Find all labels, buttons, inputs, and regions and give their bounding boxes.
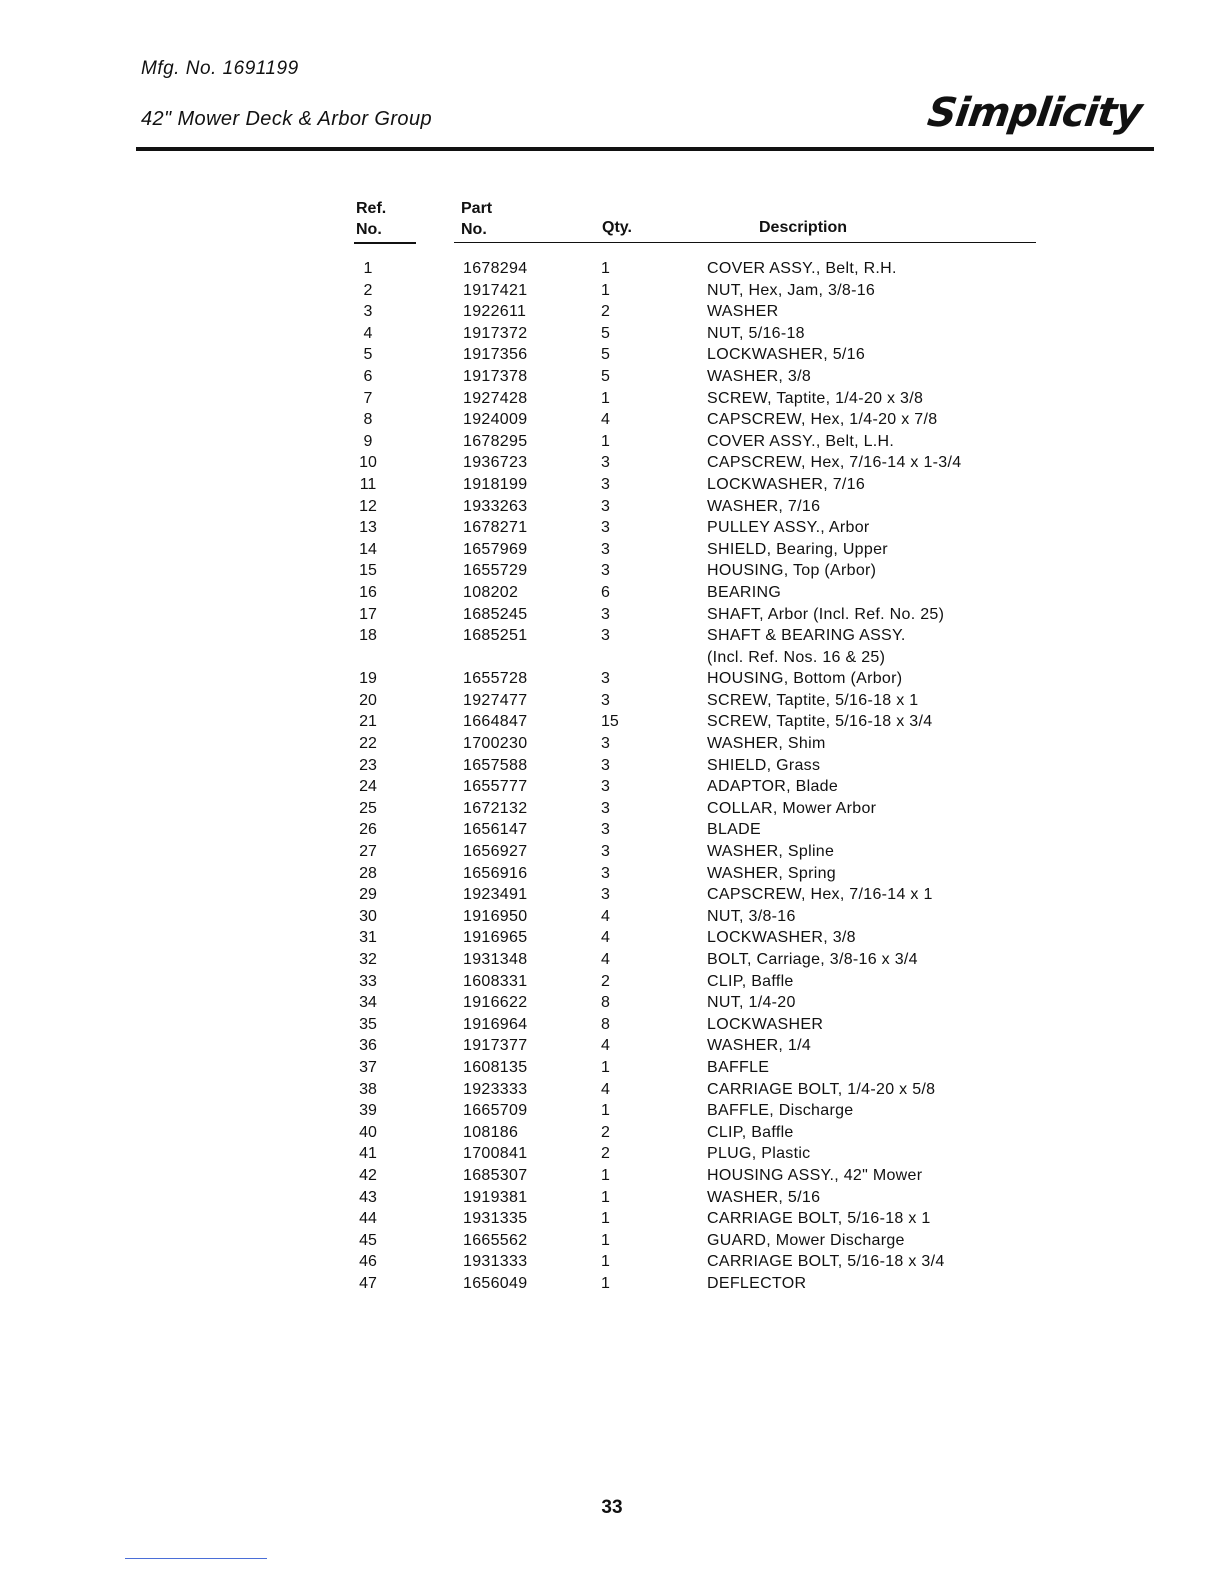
description-cell: CARRIAGE BOLT, 5/16-18 x 1 <box>707 1210 931 1228</box>
qty-cell: 8 <box>601 994 610 1012</box>
qty-cell: 6 <box>601 583 610 601</box>
qty-cell: 4 <box>601 1080 610 1098</box>
qty-cell: 1 <box>601 1210 610 1228</box>
ref-cell: 38 <box>359 1080 377 1098</box>
part-number-cell: 1917372 <box>463 324 528 342</box>
part-number-cell: 1916950 <box>463 907 528 925</box>
part-number-cell: 1917378 <box>463 367 528 385</box>
part-number-cell: 1685245 <box>463 605 528 623</box>
table-row <box>354 517 1036 539</box>
part-number-cell: 1678271 <box>463 519 528 537</box>
ref-cell: 39 <box>359 1102 377 1120</box>
qty-cell: 1 <box>601 1253 610 1271</box>
part-number-cell: 1657969 <box>463 540 528 558</box>
part-number-cell: 1685251 <box>463 627 528 645</box>
description-cell: LOCKWASHER, 3/8 <box>707 929 856 947</box>
description-cell: GUARD, Mower Discharge <box>707 1231 905 1249</box>
ref-cell: 21 <box>359 713 377 731</box>
table-row <box>354 971 1036 993</box>
table-row <box>354 927 1036 949</box>
ref-cell: 40 <box>359 1123 377 1141</box>
qty-cell: 3 <box>601 475 610 493</box>
header-description: Description <box>759 219 848 236</box>
description-cell: COLLAR, Mower Arbor <box>707 799 877 817</box>
table-row <box>354 690 1036 712</box>
part-number-cell: 1665709 <box>463 1102 528 1120</box>
header-qty: Qty. <box>602 219 632 236</box>
qty-cell: 3 <box>601 756 610 774</box>
description-cell: COVER ASSY., Belt, R.H. <box>707 260 897 277</box>
qty-cell: 3 <box>601 497 610 515</box>
qty-cell: 4 <box>601 951 610 968</box>
table-row <box>354 496 1036 518</box>
ref-cell: 30 <box>359 907 377 925</box>
table-row <box>354 755 1036 777</box>
mfg-number: Mfg. No. 1691199 <box>141 58 299 79</box>
description-cell: WASHER, 5/16 <box>707 1188 821 1206</box>
table-row <box>354 539 1036 561</box>
table-row <box>354 841 1036 863</box>
description-cell: PLUG, Plastic <box>707 1145 811 1163</box>
description-cell: ADAPTOR, Blade <box>707 778 839 796</box>
description-cell: SCREW, Taptite, 1/4-20 x 3/8 <box>707 389 924 407</box>
group-title: 42" Mower Deck & Arbor Group <box>141 108 432 130</box>
qty-cell: 3 <box>601 454 610 472</box>
qty-cell: 4 <box>601 929 610 947</box>
part-number-cell: 1655777 <box>463 778 528 796</box>
ref-cell: 14 <box>359 540 377 558</box>
table-row <box>354 1122 1036 1144</box>
part-number-cell: 1923491 <box>463 886 528 904</box>
ref-cell: 19 <box>359 670 377 688</box>
description-cell: CARRIAGE BOLT, 1/4-20 x 5/8 <box>707 1080 936 1098</box>
part-number-cell: 1665562 <box>463 1231 528 1249</box>
ref-cell: 20 <box>359 691 377 709</box>
table-row <box>354 949 1036 971</box>
ref-cell: 29 <box>359 886 377 904</box>
table-row <box>354 992 1036 1014</box>
ref-cell: 36 <box>359 1037 377 1055</box>
ref-cell: 47 <box>359 1274 377 1292</box>
part-number-cell: 108186 <box>463 1123 519 1141</box>
description-cell: NUT, 1/4-20 <box>707 994 796 1012</box>
table-row <box>354 1187 1036 1209</box>
part-number-cell: 1917377 <box>463 1037 528 1055</box>
ref-cell: 1 <box>363 260 373 277</box>
table-row <box>354 625 1036 668</box>
qty-cell: 3 <box>601 519 610 537</box>
qty-cell: 1 <box>601 281 610 299</box>
part-number-cell: 1657588 <box>463 756 528 774</box>
part-number-cell: 108202 <box>463 583 519 601</box>
table-row <box>354 604 1036 626</box>
part-number-cell: 1700230 <box>463 735 528 753</box>
description-cell: WASHER, 3/8 <box>707 367 812 385</box>
description-cell: BAFFLE <box>707 1058 770 1076</box>
qty-cell: 1 <box>601 389 610 407</box>
part-number-cell: 1933263 <box>463 497 528 515</box>
header-underline-ref <box>354 242 416 244</box>
description-cell: BAFFLE, Discharge <box>707 1102 854 1120</box>
table-row <box>354 409 1036 431</box>
part-number-cell: 1917356 <box>463 346 528 364</box>
brand-logo: Simplicity <box>924 90 1145 136</box>
ref-cell: 25 <box>359 799 377 817</box>
ref-cell: 15 <box>359 562 377 580</box>
description-cell: NUT, 3/8-16 <box>707 907 796 925</box>
table-row <box>354 452 1036 474</box>
description-cell: SHAFT & BEARING ASSY. <box>707 627 906 645</box>
table-row <box>354 1035 1036 1057</box>
ref-cell: 26 <box>359 821 377 839</box>
qty-cell: 5 <box>601 367 610 385</box>
header-part-line1: Part <box>461 200 493 217</box>
qty-cell: 8 <box>601 1015 610 1033</box>
description-cell: LOCKWASHER, 7/16 <box>707 475 866 493</box>
table-row <box>354 366 1036 388</box>
ref-cell: 45 <box>359 1231 377 1249</box>
description-cell: LOCKWASHER, 5/16 <box>707 346 866 364</box>
description-cell: PULLEY ASSY., Arbor <box>707 519 870 537</box>
description-cell: SCREW, Taptite, 5/16-18 x 3/4 <box>707 713 933 731</box>
qty-cell: 1 <box>601 1188 610 1206</box>
ref-cell: 34 <box>359 994 377 1012</box>
table-row <box>354 776 1036 798</box>
qty-cell: 3 <box>601 886 610 904</box>
description-cell: CAPSCREW, Hex, 7/16-14 x 1-3/4 <box>707 454 962 472</box>
part-number-cell: 1664847 <box>463 713 528 731</box>
ref-cell: 2 <box>363 281 373 299</box>
qty-cell: 3 <box>601 843 610 861</box>
description-cell: WASHER, 1/4 <box>707 1037 812 1055</box>
table-row <box>354 582 1036 604</box>
qty-cell: 3 <box>601 799 610 817</box>
table-row <box>354 1057 1036 1079</box>
description-cell: CARRIAGE BOLT, 5/16-18 x 3/4 <box>707 1253 945 1271</box>
part-number-cell: 1655729 <box>463 562 528 580</box>
ref-cell: 31 <box>359 929 377 947</box>
table-row <box>354 819 1036 841</box>
ref-cell: 33 <box>359 972 377 990</box>
table-row <box>354 258 1036 280</box>
part-number-cell: 1608135 <box>463 1058 528 1076</box>
table-row <box>354 798 1036 820</box>
ref-cell: 43 <box>359 1188 377 1206</box>
description-cell: BEARING <box>707 583 782 601</box>
part-number-cell: 1919381 <box>463 1188 528 1206</box>
part-number-cell: 1931335 <box>463 1210 528 1228</box>
header-rule <box>136 147 1154 151</box>
table-row <box>354 301 1036 323</box>
ref-cell: 46 <box>359 1253 377 1271</box>
header-ref-line2: No. <box>356 221 382 238</box>
qty-cell: 3 <box>601 562 610 580</box>
qty-cell: 1 <box>601 1102 610 1120</box>
part-number-cell: 1918199 <box>463 475 528 493</box>
description-cell: WASHER <box>707 303 779 321</box>
part-number-cell: 1916622 <box>463 994 528 1012</box>
table-row <box>354 1079 1036 1101</box>
table-row <box>354 1273 1036 1295</box>
description-cell: DEFLECTOR <box>707 1274 807 1292</box>
ref-cell: 37 <box>359 1058 377 1076</box>
ref-cell: 11 <box>359 475 377 493</box>
table-row <box>354 711 1036 733</box>
ref-cell: 44 <box>359 1210 377 1228</box>
part-number-cell: 1656927 <box>463 843 528 861</box>
ref-cell: 41 <box>359 1145 377 1163</box>
description-cell: SHAFT, Arbor (Incl. Ref. No. 25) <box>707 605 945 623</box>
description-cell: COVER ASSY., Belt, L.H. <box>707 432 895 450</box>
ref-cell: 13 <box>359 519 377 537</box>
ref-cell: 8 <box>363 411 373 429</box>
table-row <box>354 733 1036 755</box>
description-cell: SHIELD, Bearing, Upper <box>707 540 888 558</box>
table-row <box>354 474 1036 496</box>
part-number-cell: 1936723 <box>463 454 528 472</box>
part-number-cell: 1923333 <box>463 1080 528 1098</box>
description-cell: WASHER, Spring <box>707 864 836 882</box>
qty-cell: 1 <box>601 1274 610 1292</box>
table-row <box>354 884 1036 906</box>
qty-cell: 3 <box>601 540 610 558</box>
description-cell: CAPSCREW, Hex, 1/4-20 x 7/8 <box>707 411 938 429</box>
part-number-cell: 1655728 <box>463 670 528 688</box>
table-row <box>354 323 1036 345</box>
part-number-cell: 1700841 <box>463 1145 528 1163</box>
part-number-cell: 1927477 <box>463 691 528 709</box>
description-cell: WASHER, 7/16 <box>707 497 821 515</box>
ref-cell: 16 <box>359 583 377 601</box>
ref-cell: 28 <box>359 864 377 882</box>
page-number: 33 <box>601 1497 623 1518</box>
qty-cell: 3 <box>601 605 610 623</box>
description-cell: CLIP, Baffle <box>707 1123 794 1141</box>
ref-cell: 9 <box>363 432 373 450</box>
table-row <box>354 344 1036 366</box>
description-cell: BOLT, Carriage, 3/8-16 x 3/4 <box>707 951 918 968</box>
qty-cell: 3 <box>601 670 610 688</box>
part-number-cell: 1916965 <box>463 929 528 947</box>
ref-cell: 17 <box>359 605 377 623</box>
description-cell: HOUSING ASSY., 42" Mower <box>707 1166 923 1184</box>
table-row <box>354 906 1036 928</box>
description-cell: BLADE <box>707 821 761 839</box>
qty-cell: 1 <box>601 1058 610 1076</box>
table-row <box>354 280 1036 302</box>
description-cell: HOUSING, Top (Arbor) <box>707 562 877 580</box>
qty-cell: 2 <box>601 1123 610 1141</box>
qty-cell: 4 <box>601 1037 610 1055</box>
ref-cell: 7 <box>363 389 373 407</box>
qty-cell: 4 <box>601 411 610 429</box>
ref-cell: 4 <box>363 324 373 342</box>
ref-cell: 6 <box>363 367 373 385</box>
part-number-cell: 1678294 <box>463 260 528 277</box>
table-row <box>354 1230 1036 1252</box>
part-number-cell: 1678295 <box>463 432 528 450</box>
qty-cell: 15 <box>601 713 619 731</box>
description-cell: CAPSCREW, Hex, 7/16-14 x 1 <box>707 886 933 904</box>
qty-cell: 3 <box>601 821 610 839</box>
parts-table <box>354 196 1036 1295</box>
ref-cell: 35 <box>359 1015 377 1033</box>
header-ref-no <box>356 198 386 240</box>
part-number-cell: 1922611 <box>463 303 527 321</box>
table-row <box>354 1100 1036 1122</box>
ref-cell: 22 <box>359 735 377 753</box>
qty-cell: 3 <box>601 735 610 753</box>
table-row <box>354 863 1036 885</box>
qty-cell: 1 <box>601 1231 610 1249</box>
part-number-cell: 1916964 <box>463 1015 528 1033</box>
qty-cell: 3 <box>601 627 610 645</box>
table-row <box>354 1251 1036 1273</box>
table-row <box>354 1143 1036 1165</box>
ref-cell: 42 <box>359 1166 377 1184</box>
part-number-cell: 1931333 <box>463 1253 528 1271</box>
ref-cell: 24 <box>359 778 377 796</box>
table-row <box>354 388 1036 410</box>
ref-cell: 32 <box>359 951 377 968</box>
ref-cell: 27 <box>359 843 377 861</box>
description-cell: HOUSING, Bottom (Arbor) <box>707 670 903 688</box>
header-part-line2: No. <box>461 221 487 238</box>
description-cell: SCREW, Taptite, 5/16-18 x 1 <box>707 691 919 709</box>
table-row <box>354 1208 1036 1230</box>
header-ref-line1: Ref. <box>356 200 387 217</box>
part-number-cell: 1608331 <box>463 972 528 990</box>
part-number-cell: 1685307 <box>463 1166 528 1184</box>
table-header <box>354 196 1036 244</box>
header-underline-main <box>454 242 1036 243</box>
description-cell-continued: (Incl. Ref. Nos. 16 & 25) <box>707 648 886 666</box>
table-row <box>354 1165 1036 1187</box>
description-cell: WASHER, Shim <box>707 735 826 753</box>
ref-cell: 18 <box>359 627 377 645</box>
qty-cell: 2 <box>601 303 610 321</box>
qty-cell: 3 <box>601 864 610 882</box>
qty-cell: 3 <box>601 778 610 796</box>
table-row <box>354 560 1036 582</box>
qty-cell: 2 <box>601 1145 610 1163</box>
ref-cell: 23 <box>359 756 377 774</box>
header-part-no <box>461 198 492 240</box>
part-number-cell: 1656147 <box>463 821 528 839</box>
ref-cell: 3 <box>363 303 373 321</box>
footer-line <box>125 1558 267 1559</box>
qty-cell: 2 <box>601 972 610 990</box>
ref-cell: 10 <box>359 454 377 472</box>
part-number-cell: 1924009 <box>463 411 528 429</box>
qty-cell: 1 <box>601 1166 610 1184</box>
table-row <box>354 668 1036 690</box>
description-cell: LOCKWASHER <box>707 1015 824 1033</box>
ref-cell: 5 <box>363 346 373 364</box>
part-number-cell: 1927428 <box>463 389 528 407</box>
qty-cell: 5 <box>601 324 610 342</box>
table-row <box>354 1014 1036 1036</box>
description-cell: NUT, Hex, Jam, 3/8-16 <box>707 281 876 299</box>
part-number-cell: 1917421 <box>463 281 528 299</box>
qty-cell: 3 <box>601 691 610 709</box>
qty-cell: 1 <box>601 260 610 277</box>
part-number-cell: 1672132 <box>463 799 528 817</box>
part-number-cell: 1656049 <box>463 1274 528 1292</box>
part-number-cell: 1656916 <box>463 864 528 882</box>
description-cell: CLIP, Baffle <box>707 972 794 990</box>
description-cell: NUT, 5/16-18 <box>707 324 805 342</box>
ref-cell: 12 <box>359 497 377 515</box>
table-body <box>354 258 1036 1295</box>
qty-cell: 1 <box>601 432 610 450</box>
qty-cell: 4 <box>601 907 610 925</box>
description-cell: WASHER, Spline <box>707 843 835 861</box>
description-cell: SHIELD, Grass <box>707 756 821 774</box>
qty-cell: 5 <box>601 346 610 364</box>
part-number-cell: 1931348 <box>463 951 528 968</box>
table-row <box>354 431 1036 453</box>
